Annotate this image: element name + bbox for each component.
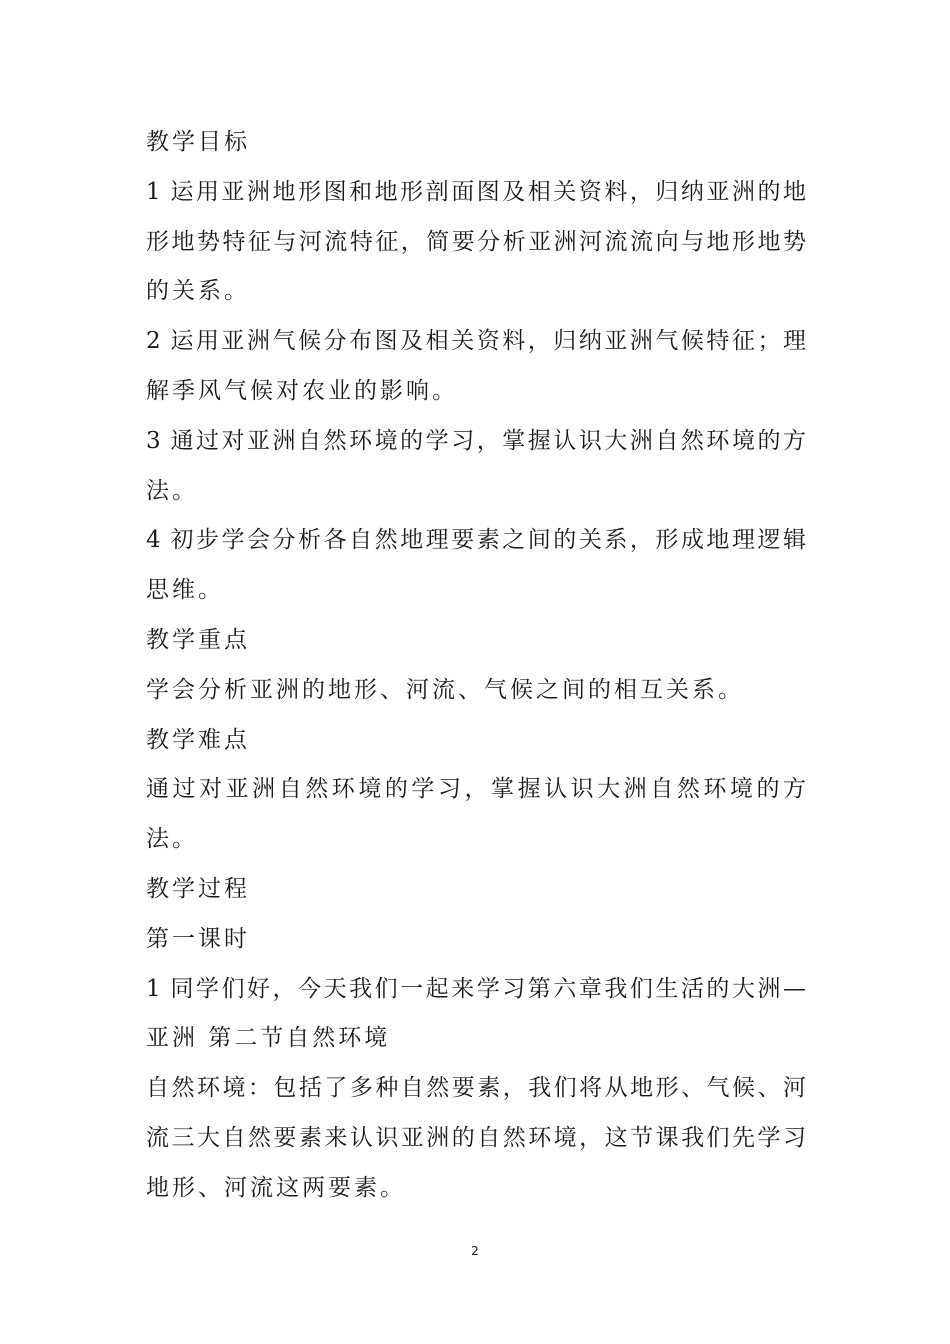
heading-teaching-process: 教学过程 [146,875,250,902]
objective-1-line-3: 的关系。 [146,278,250,305]
natural-environment-line-3: 地形、河流这两要素。 [146,1174,406,1201]
key-points-text: 学会分析亚洲的地形、河流、气候之间的相互关系。 [146,676,744,703]
objective-1-line-2: 形地势特征与河流特征，简要分析亚洲河流流向与地形地势 [146,228,806,255]
difficulties-line-2: 法。 [146,826,198,853]
objective-1-line-1: 1 运用亚洲地形图和地形剖面图及相关资料，归纳亚洲的地 [146,178,806,205]
objective-3-line-1: 3 通过对亚洲自然环境的学习，掌握认识大洲自然环境的方 [146,427,806,454]
heading-difficulties: 教学难点 [146,726,250,753]
natural-environment-line-2: 流三大自然要素来认识亚洲的自然环境，这节课我们先学习 [146,1124,806,1151]
objective-4-line-1: 4 初步学会分析各自然地理要素之间的关系，形成地理逻辑 [146,527,806,554]
objective-2-line-1: 2 运用亚洲气候分布图及相关资料，归纳亚洲气候特征；理 [146,328,806,355]
heading-key-points: 教学重点 [146,626,250,653]
heading-first-lesson: 第一课时 [146,925,250,952]
objective-4-line-2: 思维。 [146,577,224,604]
objective-2-line-2: 解季风气候对农业的影响。 [146,377,458,404]
process-1-line-1: 1 同学们好，今天我们一起来学习第六章我们生活的大洲— [146,975,806,1002]
document-body [146,118,806,1214]
page-number: 2 [471,1244,479,1258]
process-1-line-2: 亚洲 第二节自然环境 [146,1025,391,1052]
heading-teaching-objectives: 教学目标 [146,129,250,155]
objective-3-line-2: 法。 [146,477,198,504]
natural-environment-line-1: 自然环境：包括了多种自然要素，我们将从地形、气候、河 [146,1075,806,1102]
difficulties-line-1: 通过对亚洲自然环境的学习，掌握认识大洲自然环境的方 [146,776,806,803]
